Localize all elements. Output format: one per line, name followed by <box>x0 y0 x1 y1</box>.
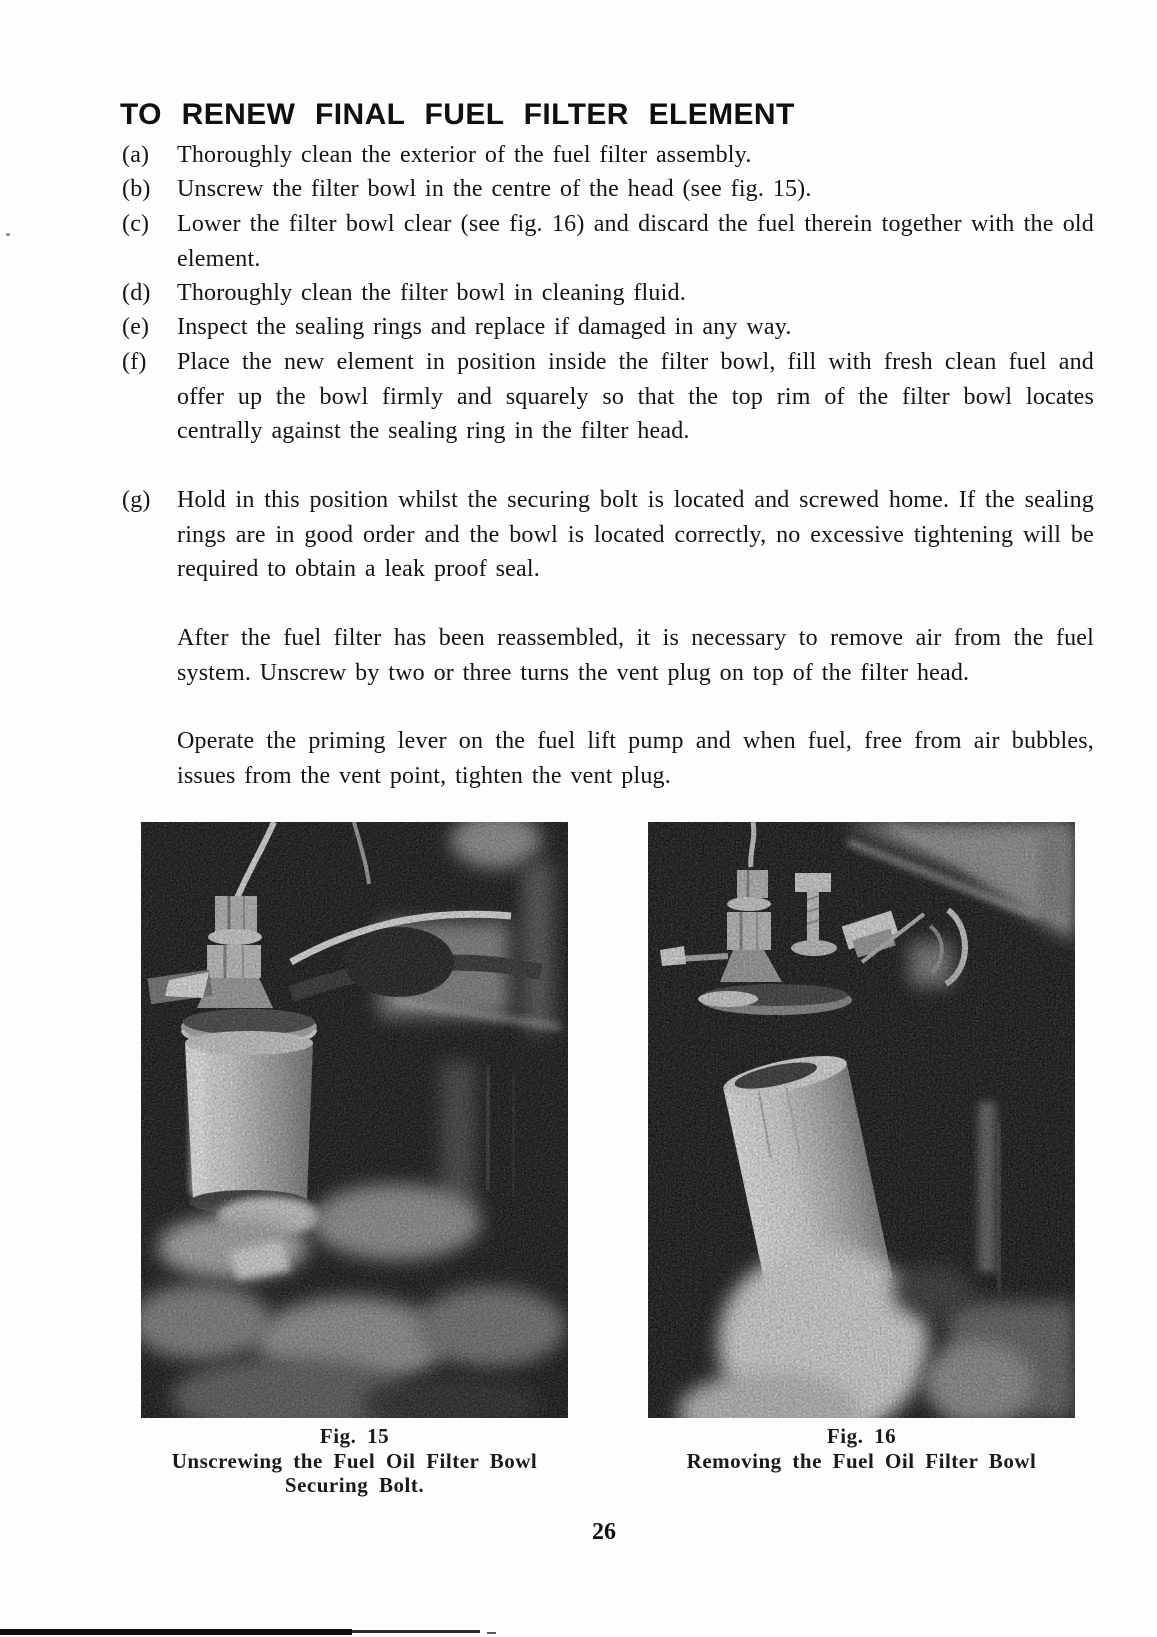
bottom-scan-bar-dots <box>487 1632 496 1634</box>
instruction-item-g <box>120 483 1094 587</box>
instruction-label: (a) <box>122 142 150 168</box>
fig-15-photo <box>141 822 568 1418</box>
instruction-text: Place the new element in position inside the filter bowl, fill with fresh clean fuel and offer up the bowl firmly and squarely so that the top rim of the filter bowl locates centrally against the sealing ring in the filter head. <box>177 349 1094 444</box>
fig-15-caption <box>141 1424 568 1498</box>
fig-16-caption <box>648 1424 1075 1473</box>
instruction-label: (g) <box>122 487 151 513</box>
fig-15-number: Fig. 15 <box>319 1424 390 1448</box>
fig-16-photo-illustration <box>648 822 1075 1418</box>
instruction-label: (d) <box>122 280 151 306</box>
page-title: TO RENEW FINAL FUEL FILTER ELEMENT <box>120 98 795 131</box>
instruction-label: (e) <box>122 314 150 340</box>
instruction-item-a <box>120 138 1094 173</box>
instruction-text: Lower the filter bowl clear (see fig. 16) and discard the fuel therein together with the old element. <box>177 211 1094 272</box>
scan-speck <box>6 233 10 236</box>
page-number: 26 <box>592 1519 616 1545</box>
instruction-label: (b) <box>122 176 151 202</box>
instruction-text: Inspect the sealing rings and replace if damaged in any way. <box>177 314 792 340</box>
instruction-item-f <box>120 345 1094 449</box>
instruction-text: Thoroughly clean the exterior of the fuel filter assembly. <box>177 142 752 168</box>
instruction-item-e <box>120 310 1094 345</box>
fig-16-number: Fig. 16 <box>826 1424 897 1448</box>
fig-15-photo-illustration <box>141 822 568 1418</box>
fig-16-photo <box>648 822 1075 1418</box>
paragraph-bleed-air: After the fuel filter has been reassembled, it is necessary to remove air from the fuel system. Unscrew by two or three turns the vent plug on top of the filter head. <box>177 625 1094 686</box>
instruction-text: Unscrew the filter bowl in the centre of the head (see fig. 15). <box>177 176 812 202</box>
fig-16-caption-line: Removing the Fuel Oil Filter Bowl <box>686 1448 1037 1473</box>
bottom-scan-bar <box>0 1629 352 1635</box>
instruction-label: (f) <box>122 349 147 375</box>
instruction-item-c <box>120 207 1094 276</box>
instruction-text: Hold in this position whilst the securing bolt is located and screwed home. If the sealing rings are in good order and the bowl is located correctly, no excessive tightening will be required to obtain a leak proof seal. <box>177 487 1094 582</box>
bottom-scan-bar-thin <box>352 1630 480 1633</box>
instruction-item-d <box>120 276 1094 311</box>
instruction-item-b <box>120 172 1094 207</box>
instruction-label: (c) <box>122 211 150 237</box>
fig-15-caption-line: Unscrewing the Fuel Oil Filter Bowl <box>171 1448 538 1473</box>
fig-15-caption-line: Securing Bolt. <box>284 1473 425 1497</box>
paragraph-priming: Operate the priming lever on the fuel lift pump and when fuel, free from air bubbles, issues from the vent point, tighten the vent plug. <box>177 728 1094 789</box>
instruction-text: Thoroughly clean the filter bowl in cleaning fluid. <box>177 280 686 306</box>
